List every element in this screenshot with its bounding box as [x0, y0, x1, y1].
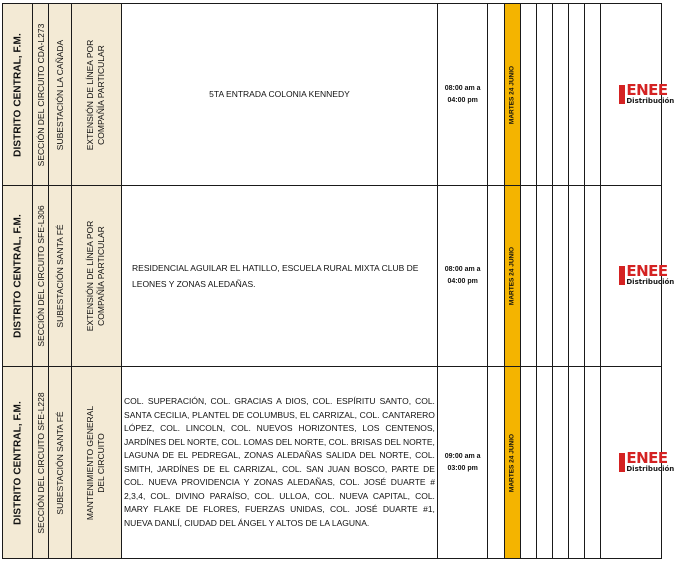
empty-cell [569, 186, 585, 367]
circuit-section-label: SECCIÓN DEL CIRCUITO SFE-L306 [35, 205, 46, 347]
work-type-cell [71, 4, 121, 186]
logo-cell [601, 367, 674, 559]
enee-logo-bar-icon [619, 85, 625, 104]
time-end: 04:00 pm [447, 96, 478, 104]
empty-cell [488, 186, 504, 367]
enee-subtitle: Distribución [626, 96, 674, 105]
empty-cell [552, 367, 568, 559]
enee-brand: ENEE [626, 448, 668, 467]
affected-areas-cell [122, 367, 438, 559]
work-type-label: EXTENSIÓN DE LÍNEA POR COMPAÑÍA PARTICULAR [85, 39, 107, 150]
empty-cell [552, 186, 568, 367]
enee-brand: ENEE [626, 80, 668, 99]
date-label: MARTES 24 JUNIO [508, 65, 516, 124]
table-row [3, 186, 662, 367]
substation-label: SUBESTACIÓN SANTA FÉ [55, 410, 65, 515]
affected-areas-cell [122, 186, 438, 367]
district-label: DISTRITO CENTRAL, F.M. [12, 32, 24, 157]
work-type-label: MANTENIMIENTO GENERAL DEL CIRCUITO [85, 405, 107, 520]
empty-cell [488, 4, 504, 186]
affected-areas-text: RESIDENCIAL AGUILAR EL HATILLO, ESCUELA RURAL MIXTA CLUB DE LEONES Y ZONAS ALEDAÑAS. [132, 263, 419, 289]
enee-subtitle: Distribución [626, 278, 674, 286]
empty-cell [520, 186, 536, 367]
section-cell [33, 186, 49, 367]
empty-cell [520, 4, 536, 186]
work-type-cell [71, 367, 121, 559]
enee-logo [601, 80, 674, 108]
date-cell [504, 367, 520, 559]
substation-cell [49, 367, 71, 559]
enee-logo [601, 448, 674, 476]
circuit-section-label: SECCIÓN DEL CIRCUITO CDA-L273 [35, 23, 46, 166]
section-cell [33, 4, 49, 186]
district-label: DISTRITO CENTRAL, F.M. [12, 400, 24, 525]
empty-cell [569, 4, 585, 186]
empty-cell [585, 367, 601, 559]
empty-cell [536, 4, 552, 186]
empty-cell [536, 186, 552, 367]
work-type-cell [71, 186, 121, 367]
logo-cell [601, 4, 674, 186]
empty-cell [569, 367, 585, 559]
date-label: MARTES 24 JUNIO [508, 246, 516, 306]
empty-cell [536, 367, 552, 559]
time-end: 04:00 pm [447, 278, 478, 285]
district-cell [3, 4, 33, 186]
time-cell [437, 4, 487, 186]
work-type-label: EXTENSIÓN DE LÍNEA POR COMPAÑÍA PARTICULAR [85, 220, 107, 332]
date-cell [504, 4, 520, 186]
section-cell [33, 367, 49, 559]
district-label: DISTRITO CENTRAL, F.M. [12, 214, 24, 338]
time-cell [437, 367, 487, 559]
empty-cell [488, 367, 504, 559]
affected-areas-cell [122, 4, 438, 186]
substation-cell [49, 186, 71, 367]
date-label: MARTES 24 JUNIO [508, 433, 516, 492]
enee-brand: ENEE [626, 262, 668, 280]
empty-cell [552, 4, 568, 186]
empty-cell [520, 367, 536, 559]
affected-areas-text: COL. SUPERACIÓN, COL. GRACIAS A DIOS, COL. ESPÍRITU SANTO, COL. SANTA CECILIA, PLANTEL DE COLUMBUS, EL CARRIZAL, COL. CANTARERO LÓPEZ, COL. LINCOLN, COL. NUEVOS HORIZONTES, LOS CENTENOS, JARDÍNES DEL NORTE, COL. LOMAS DEL NORTE, COL. BRISAS DEL NORTE, LAGUNA DE EL PEDREGAL, ZONAS ALEDAÑAS SALIDA DEL NORTE, COL. SMITH, JARDÍNES DE EL CARRIZAL, COL. SAN JUAN BOSCO, PARTE DE COL. NUEVA PROVIDENCIA Y ZONAS ALEDAÑAS, COL. JOSÉ DUARTE # 2,3,4, COL. DIVINO PARAÍSO, COL. ULLOA, COL. NUEVA CAPITAL, COL. MARY FLAKE DE FLORES, FUERZAS UNIDAS, COL. JOSÉ DUARTE #1, NUEVA DANLÍ, CIUDAD DEL ÁNGEL Y ALTOS DE LA LAGUNA. [124, 396, 435, 528]
time-end: 03:00 pm [447, 464, 478, 472]
substation-cell [49, 4, 71, 186]
district-cell [3, 367, 33, 559]
table-row [3, 4, 662, 186]
time-start: 09:00 am a [444, 452, 481, 460]
substation-label: SUBESTACIÓN LA CAÑADA [55, 39, 65, 150]
time-start: 08:00 am a [444, 84, 481, 92]
enee-logo [601, 262, 674, 289]
outage-schedule-table [2, 3, 674, 559]
table-row [3, 367, 662, 559]
affected-areas-text: 5TA ENTRADA COLONIA KENNEDY [209, 89, 350, 99]
logo-cell [601, 186, 674, 367]
substation-label: SUBESTACIÓN SANTA FÉ [55, 224, 65, 328]
enee-subtitle: Distribución [626, 464, 674, 473]
time-cell [437, 186, 487, 367]
enee-logo-bar-icon [619, 453, 625, 472]
enee-logo-bar-icon [619, 266, 625, 285]
empty-cell [585, 186, 601, 367]
time-start: 08:00 am a [444, 266, 481, 273]
empty-cell [585, 4, 601, 186]
date-cell [504, 186, 520, 367]
circuit-section-label: SECCIÓN DEL CIRCUITO SFE-L228 [35, 391, 46, 534]
district-cell [3, 186, 33, 367]
